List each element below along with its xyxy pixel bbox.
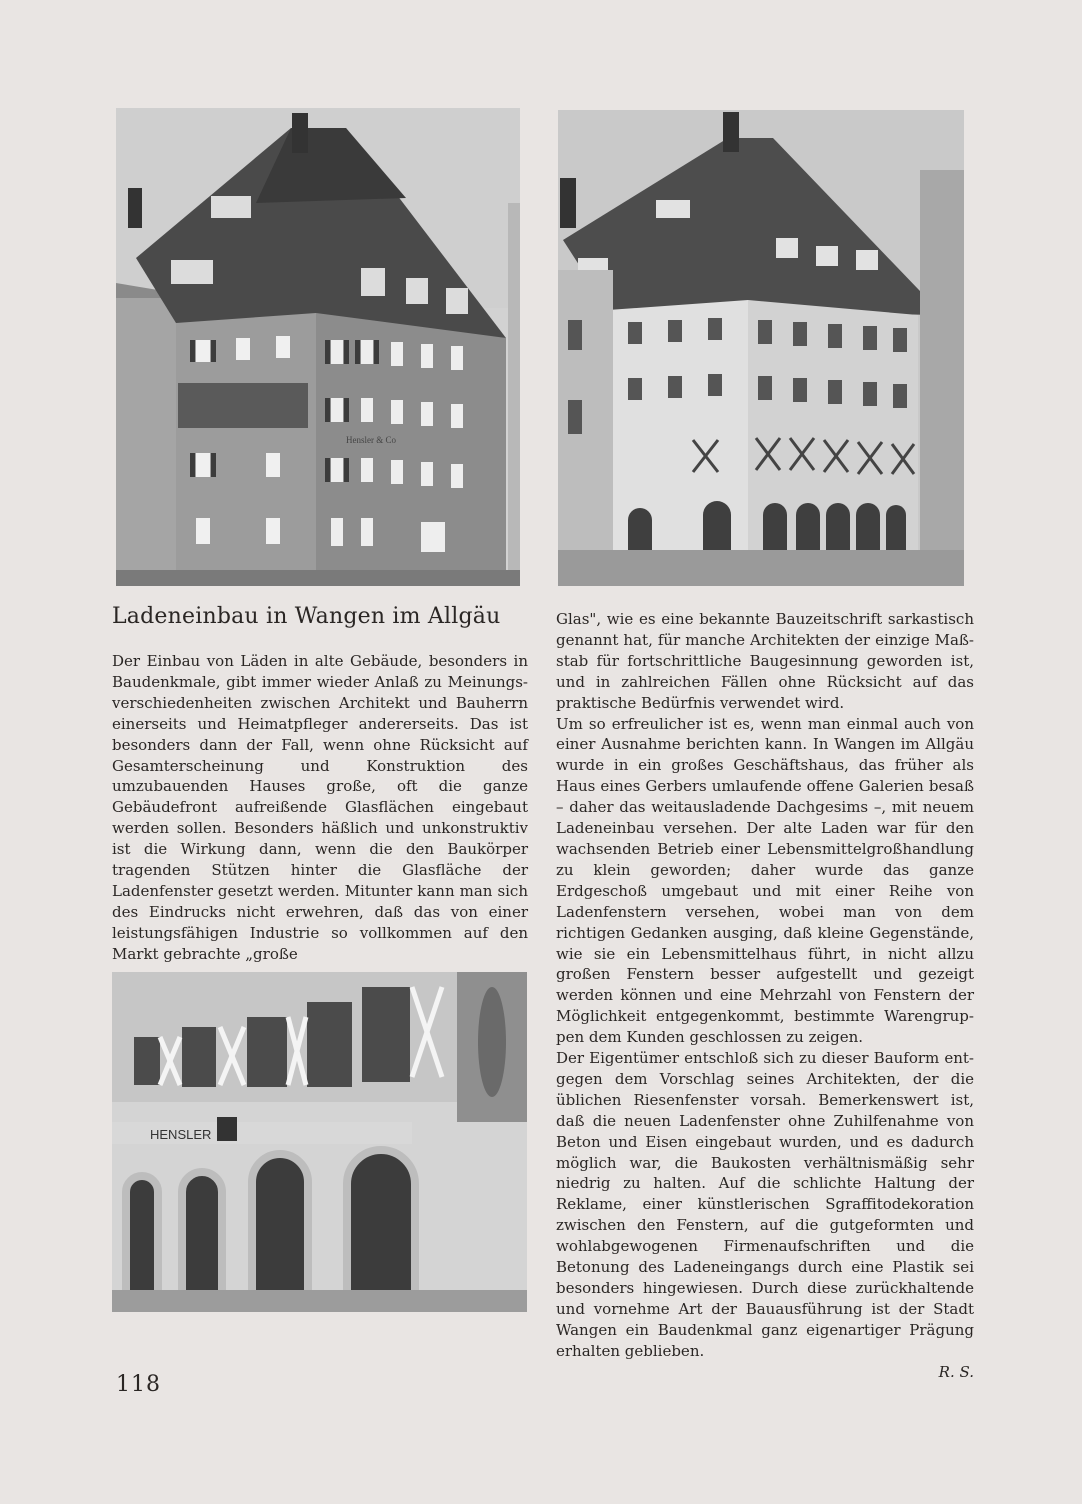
photo-top-left-sign: Hensler & Co — [346, 435, 396, 445]
photo-building-corner-view — [116, 108, 520, 586]
article-paragraph: Glas", wie es eine bekannte Bauzeitschrift sarkastisch genannt hat, für manche Architekten der einzige Maßstab für fortschrittliche Baugesinnung geworden ist, und in zahlreichen Fällen ohne Rücksicht auf das praktische Bedürfnis verwendet wird. — [556, 610, 974, 712]
article-paragraph: Der Einbau von Läden in alte Gebäude, besonders in Baudenkmale, gibt immer wieder Anlaß zu Meinungsverschiedenheiten zwischen Architekt und Bauherrn einerseits und Heimatpfleger andererseits. Das ist besonders dann der Fall, wenn ohne Rücksicht auf Gesamterscheinung und Konstruktion des umzubauenden Hauses große, oft die ganze Gebäudefront aufreißende Glasflächen eingebaut werden sollen. Besonders häßlich und unkonstruktiv ist die Wirkung dann, wenn die den Baukörper tragenden Stützen hinter die Glasfläche der Ladenfenster gesetzt werden. Mitunter kann man sich des Eindrucks nicht erwehren, daß das von einer leistungsfähigen Industrie so vollkommen auf den Markt gebrachte „große — [112, 652, 528, 963]
article-column-left — [112, 651, 528, 965]
author-signature: R. S. — [938, 1362, 974, 1381]
article-column-right — [556, 609, 974, 1383]
photo-shopfront-detail — [112, 972, 527, 1312]
page-number: 118 — [116, 1372, 161, 1397]
signature-line — [556, 1362, 974, 1383]
photo-building-front-view — [558, 110, 964, 586]
photo-bottom-sign: HENSLER — [150, 1127, 212, 1142]
article-paragraph: Der Eigentümer entschloß sich zu dieser Bauform entgegen dem Vorschlag seines Architekten, der die üblichen Riesenfenster vorsah. Bemerkenswert ist, daß die neuen Ladenfenster ohne Zuhilfenahme von Beton und Eisen eingebaut wurden, und es dadurch möglich war, die Baukosten verhältnismäßig sehr niedrig zu halten. Auf die schlichte Haltung der Reklame, einer künstlerischen Sgraffitodekoration zwischen den Fenstern, auf die gutgeformten und wohlabgewogenen Firmenaufschriften und die Betonung des Ladeneingangs durch eine Plastik sei besonders hingewiesen. Durch diese zurückhaltende und vornehme Art der Bauausführung ist der Stadt Wangen ein Baudenkmal ganz eigenartiger Prägung erhalten geblieben. — [556, 1049, 974, 1360]
article-paragraph: Um so erfreulicher ist es, wenn man einmal auch von einer Ausnahme berichten kann. In Wangen im Allgäu wurde in ein großes Geschäftshaus, das früher als Haus eines Gerbers umlaufende offene Galerien besaß – daher das weitausladende Dachgesims –, mit neuem Ladeneinbau versehen. Der alte Laden war für den wachsenden Betrieb einer Lebensmittelgroßhandlung zu klein geworden; daher wurde das ganze Erdgeschoß umgebaut und mit einer Reihe von Ladenfenstern versehen, wobei man von dem richtigen Gedanken ausging, daß kleine Gegenstände, wie sie ein Lebensmittelhaus führt, in nicht allzu großen Fenstern besser aufgestellt und gezeigt werden können und eine Mehrzahl von Fenstern der Möglichkeit entgegenkommt, bestimmte Warengruppen dem Kunden geschlossen zu zeigen. — [556, 714, 974, 1047]
article-title: Ladeneinbau in Wangen im Allgäu — [112, 604, 501, 629]
